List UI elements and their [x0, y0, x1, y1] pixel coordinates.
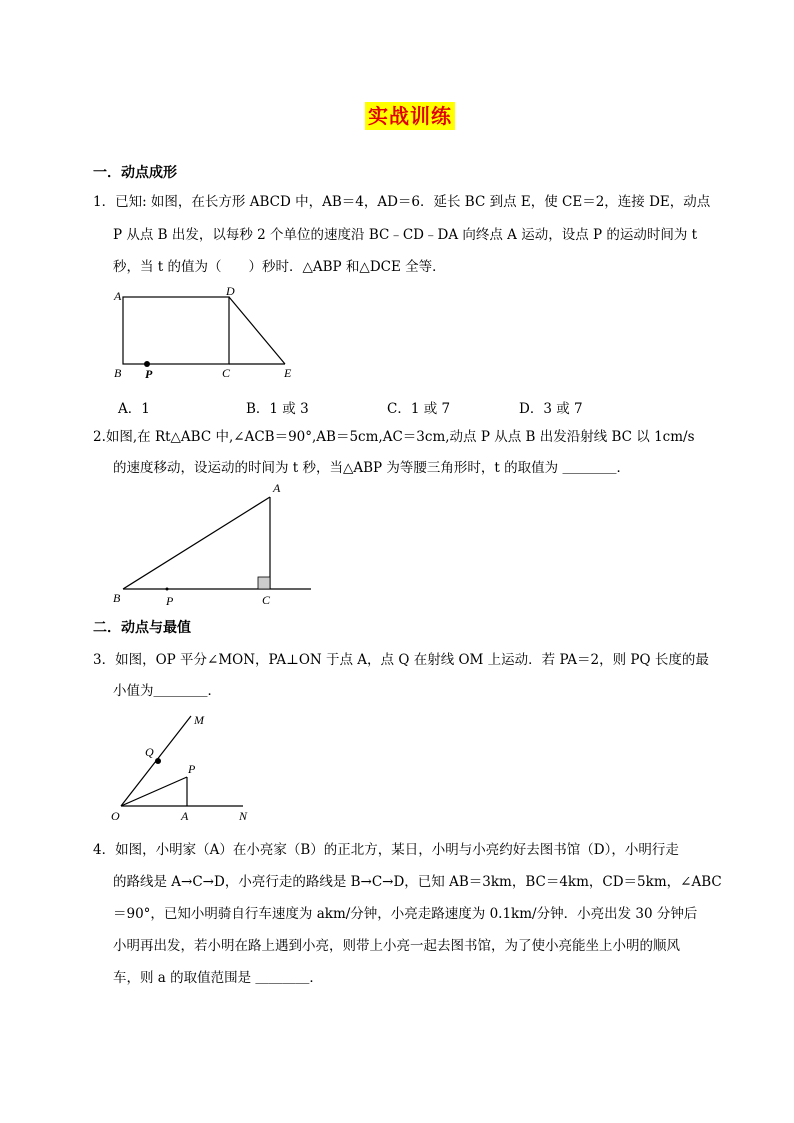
point-p	[166, 588, 169, 591]
label-p: P	[188, 762, 196, 776]
section-heading-moving-point-extremum: 二．动点与最值	[93, 620, 191, 636]
question-1-option-d: D．3 或 7	[519, 401, 583, 417]
question-1-line-1: 1．已知: 如图，在长方形 ABCD 中，AB＝4，AD＝6．延长 BC 到点 E，使 CE＝2，连接 DE，动点	[93, 194, 711, 210]
segment-de	[229, 297, 285, 364]
question-1-option-b: B．1 或 3	[246, 401, 309, 417]
question-4-line-5: 车，则 a 的取值范围是 ＿＿＿＿．	[113, 970, 323, 986]
question-4-line-3: ＝90°，已知小明骑自行车速度为 akm/分钟，小亮走路速度为 0.1km/分钟．小亮出发 30 分钟后	[113, 906, 698, 922]
question-4-line-1: 4．如图，小明家（A）在小亮家（B）的正北方，某日，小明与小亮约好去图书馆（D），小明行走	[93, 842, 679, 858]
question-3-line-1: 3．如图，OP 平分∠MON，PA⊥ON 于点 A，点 Q 在射线 OM 上运动．若 PA＝2，则 PQ 长度的最	[93, 652, 709, 668]
label-o: O	[111, 809, 120, 823]
point-q	[155, 758, 161, 764]
question-2-line-2: 的速度移动，设运动的时间为 t 秒，当△ABP 为等腰三角形时，t 的取值为 ＿＿＿＿．	[113, 460, 630, 476]
label-n: N	[239, 809, 248, 823]
label-p: P	[145, 367, 153, 381]
label-a: A	[273, 481, 281, 495]
label-q: Q	[145, 745, 154, 759]
question-4-line-2: 的路线是 A→C→D，小亮行走的路线是 B→C→D，已知 AB＝3km，BC＝4km，CD＝5km，∠ABC	[113, 874, 722, 890]
question-2-line-1: 2.如图,在 Rt△ABC 中,∠ACB＝90°,AB＝5cm,AC＝3cm,动点 P 从点 B 出发沿射线 BC 以 1cm/s	[93, 429, 695, 445]
question-1-option-a: A．1	[118, 401, 150, 417]
label-b: B	[114, 366, 122, 380]
segment-op	[121, 777, 187, 806]
question-2-figure	[105, 478, 320, 613]
label-m: M	[194, 713, 204, 727]
question-1-line-2: P 从点 B 出发，以每秒 2 个单位的速度沿 BC﹣CD﹣DA 向终点 A 运动，设点 P 的运动时间为 t	[113, 227, 698, 243]
label-c: C	[222, 366, 231, 380]
label-d: D	[226, 285, 235, 298]
question-1-line-3: 秒，当 t 的值为（ ）秒时．△ABP 和△DCE 全等．	[113, 259, 446, 275]
section-heading-moving-point-shapes: 一．动点成形	[93, 165, 177, 181]
segment-ab	[123, 497, 270, 589]
page-title: 实战训练	[365, 102, 455, 130]
label-a: A	[114, 289, 122, 303]
label-b: B	[113, 591, 121, 605]
rectangle-abcd	[123, 297, 229, 364]
label-e: E	[284, 366, 292, 380]
right-angle-mark	[258, 577, 270, 589]
label-c: C	[262, 593, 271, 607]
question-3-line-2: 小值为＿＿＿＿．	[113, 683, 221, 699]
question-3-figure	[105, 706, 265, 828]
label-a: A	[181, 809, 189, 823]
label-p: P	[166, 594, 174, 608]
question-1-figure	[105, 285, 315, 385]
question-1-option-c: C．1 或 7	[387, 401, 451, 417]
question-4-line-4: 小明再出发，若小明在路上遇到小亮，则带上小亮一起去图书馆，为了使小亮能坐上小明的顺风	[113, 938, 680, 954]
